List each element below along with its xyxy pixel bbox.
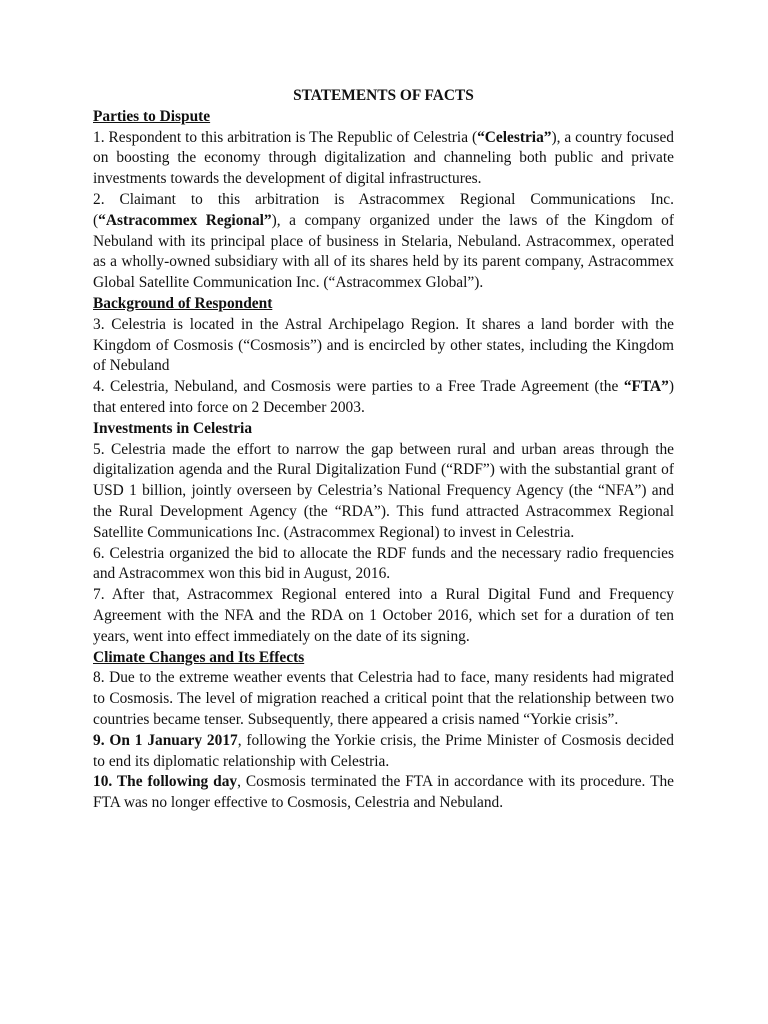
paragraph-2	[93, 190, 674, 294]
paragraph-text: 1. Respondent to this arbitration is The Republic of Celestria (	[93, 128, 478, 146]
paragraph-8: 8. Due to the extreme weather events that Celestria had to face, many residents had migrated to Cosmosis. The level of migration reached a critical point that the relationship between two countries became tenser. Subsequently, there appeared a crisis named “Yorkie crisis”.	[93, 669, 674, 728]
paragraph-9	[93, 731, 674, 773]
paragraph-text: , following the Yorkie crisis, the Prime Minister of Cosmosis decided to end its diplomatic relationship with Celestria.	[93, 731, 674, 770]
date-lead: 9. On 1 January 2017	[93, 731, 238, 749]
paragraph-10	[93, 772, 674, 814]
paragraph-text: 2. Claimant to this arbitration is Astracommex Regional Communications Inc. (	[93, 190, 674, 229]
section-heading-climate: Climate Changes and Its Effects	[93, 648, 305, 666]
section-heading-background: Background of Respondent	[93, 294, 273, 312]
paragraph-text: 4. Celestria, Nebuland, and Cosmosis were parties to a Free Trade Agreement (the	[93, 378, 624, 396]
defined-term: “Celestria”	[477, 128, 552, 146]
document-body	[93, 86, 674, 814]
section-heading-parties: Parties to Dispute	[93, 107, 211, 125]
paragraph-5: 5. Celestria made the effort to narrow the gap between rural and urban areas through the digitalization agenda and the Rural Digitalization Fund (“RDF”) with the substantial grant of USD 1 billion, jointly overseen by Celestria’s National Frequency Agency (the “NFA”) and the Rural Development Agency (the “RDA”). This fund attracted Astracommex Regional Satellite Communications Inc. (Astracommex Regional) to invest in Celestria.	[93, 440, 674, 541]
paragraph-4	[93, 377, 674, 419]
paragraph-7: 7. After that, Astracommex Regional entered into a Rural Digital Fund and Frequency Agreement with the NFA and the RDA on 1 October 2016, which set for a duration of ten years, went into effect immediately on the date of its signing.	[93, 586, 674, 645]
date-lead: 10. The following day	[93, 773, 238, 791]
paragraph-text: ), a country focused on boosting the economy through digitalization and channeling both public and private investments towards the development of digital infrastructures.	[93, 128, 674, 188]
defined-term: “Astracommex Regional”	[98, 211, 272, 229]
paragraph-text: , Cosmosis terminated the FTA in accordance with its procedure. The FTA was no longer effective to Cosmosis, Celestria and Nebuland.	[93, 773, 674, 812]
paragraph-text: ) that entered into force on 2 December 2003.	[93, 378, 674, 416]
paragraph-6: 6. Celestria organized the bid to allocate the RDF funds and the necessary radio frequencies and Astracommex won this bid in August, 2016.	[93, 544, 674, 583]
document-title: STATEMENTS OF FACTS	[293, 87, 474, 104]
defined-term: “FTA”	[623, 378, 669, 396]
paragraph-text: ), a company organized under the laws of the Kingdom of Nebuland with its principal place of business in Stelaria, Nebuland. Astracommex, operated as a wholly-owned subsidiary with all of its shares held by its parent company, Astracommex Global Satellite Communication Inc. (“Astracommex Global”).	[93, 211, 674, 292]
paragraph-3: 3. Celestria is located in the Astral Archipelago Region. It shares a land border with the Kingdom of Cosmosis (“Cosmosis”) and is encircled by other states, including the Kingdom of Nebuland	[93, 315, 674, 375]
paragraph-1	[93, 128, 674, 190]
section-heading-investments: Investments in Celestria	[93, 419, 253, 437]
